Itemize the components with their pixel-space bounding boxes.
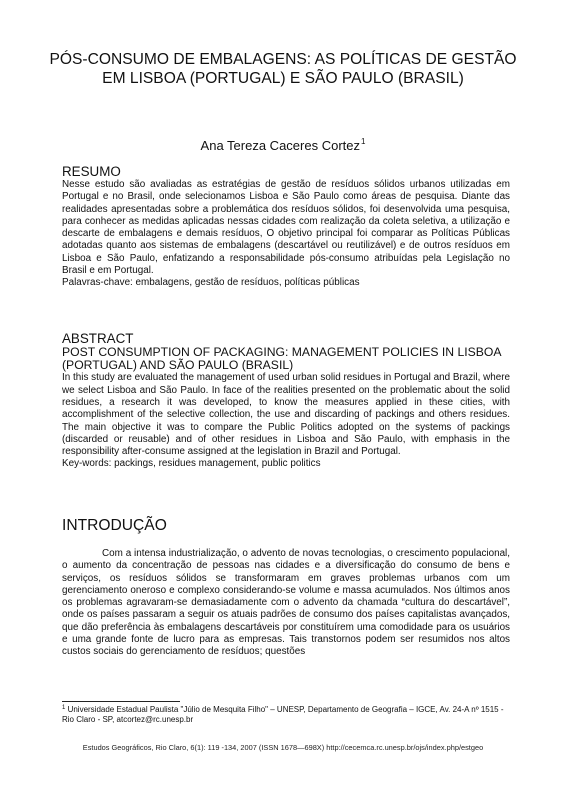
resumo-keywords: Palavras-chave: embalagens, gestão de resíduos, políticas públicas [62,277,360,289]
abstract-section [62,332,510,471]
abstract-subtitle: POST CONSUMPTION OF PACKAGING: MANAGEMENT POLICIES IN LISBOA (PORTUGAL) AND SÃO PAULO (BRASIL) [62,345,501,373]
resumo-heading: RESUMO [62,164,121,179]
abstract-heading: ABSTRACT [62,331,134,346]
author-line [40,134,526,154]
footnote-text-line [62,704,510,724]
journal-footer: Estudos Geográficos, Rio Claro, 6(1): 119 -134, 2007 (ISSN 1678—698X) http://cecemca.rc.unesp.br/ojs/index.php/estgeo [82,743,484,752]
footnote-rule [62,701,180,702]
abstract-keywords: Key-words: packings, residues management, public politics [62,458,321,470]
resumo-body: Nesse estudo são avaliadas as estratégias de gestão de resíduos sólidos urbanos utilizadas em Portugal e no Brasil, onde selecionamos Lisboa e São Paulo como áreas de pesquisa. Diante das realidades apresentadas sobre a problemática dos resíduos sólidos, foi desenvolvida uma pesquisa, para conhecer as medidas aplicadas nessas cidades com realização da coleta seletiva, a utilização e descarte de embalagens e demais resíduos, O objetivo principal foi comparar as Políticas Públicas adotadas quanto aos sistemas de embalagens (descartável ou reutilizável) e de outros resíduos em Lisboa e São Paulo, enfatizando a responsabilidade pós-consumo atribuídas pela Legislação no Brasil e em Portugal. [62,179,510,277]
footnote-mark: 1 [62,705,66,711]
introducao-heading: INTRODUÇÃO [62,517,167,534]
introducao-body: Com a intensa industrialização, o advento de novas tecnologias, o crescimento populacional, o aumento da concentração de pessoas nas cidades e a diversificação do consumo de bens e serviços, os resíduos sólidos se transformaram em graves problemas urbanos com um gerenciamento oneroso e complexo considerando-se volume e massa acumulados. Nos últimos anos os problemas agravaram-se demasiadamente com o advento da chamada “cultura do descartável”, onde os países passaram a seguir os atuais padrões de consumo dos países capitalistas avançados, que dão preferência às embalagens descartáveis por constituírem uma comodidade para os usuários e uma grande fonte de lucro para as empresas. Tais transtornos podem ser resumidos nos altos custos sociais do gerenciamento de resíduos; questões [62,548,510,658]
paper-title: PÓS-CONSUMO DE EMBALAGENS: AS POLÍTICAS DE GESTÃO EM LISBOA (PORTUGAL) E SÃO PAULO (BRASIL) [49,51,517,87]
author-footnote-mark: 1 [361,137,366,146]
author-name: Ana Tereza Caceres Cortez [200,138,360,153]
abstract-body: In this study are evaluated the management of used urban solid residues in Portugal and Brazil, where we select Lisboa and São Paulo. In face of the realities presented on the problematic about the solid residues, a research it was developed, to know the measures applied in these cities, with accomplishment of the selective collection, the use and discarding of packings and others residues. The main objective it was to compare the Public Politics adopted on the systems of packings (discarded or reusable) and of other residues in Lisboa and São Paulo, with emphasis in the responsibility after-consume assigned at the legislation in Brazil and Portugal. [62,372,510,458]
footnote [62,704,510,724]
footnote-text: Universidade Estadual Paulista "Júlio de Mesquita Filho" – UNESP, Departamento de Geografia – IGCE, Av. 24-A nº 1515 - Rio Claro - SP, atcortez@rc.unesp.br [62,705,504,724]
resumo-section [62,165,510,290]
introducao-section [62,517,510,659]
